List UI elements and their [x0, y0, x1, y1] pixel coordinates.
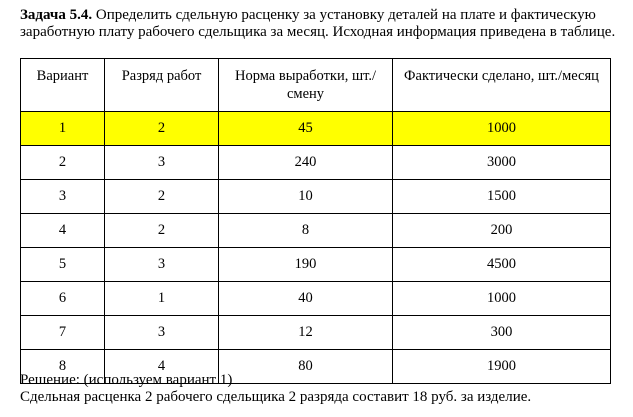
table-row — [21, 282, 611, 316]
solution-heading: Решение: (используем вариант 1) — [20, 372, 233, 388]
cell-grade: 2 — [105, 112, 219, 146]
table-row-highlighted — [21, 112, 611, 146]
cell-norm: 80 — [219, 350, 393, 384]
cell-grade: 3 — [105, 248, 219, 282]
solution-block — [20, 372, 620, 406]
cell-actual: 4500 — [393, 248, 611, 282]
table-header-row — [21, 59, 611, 112]
table-row — [21, 248, 611, 282]
task-text: Определить сдельную расценку за установку деталей на плате и фактическую заработную плату рабочего сдельщика за месяц. Исходная информация приведена в таблице. — [20, 7, 616, 40]
table-row — [21, 146, 611, 180]
cell-variant: 5 — [21, 248, 105, 282]
cell-variant: 2 — [21, 146, 105, 180]
header-output-norm: Норма выработки, шт./смену — [219, 59, 393, 112]
table-row — [21, 180, 611, 214]
cell-norm: 190 — [219, 248, 393, 282]
cell-grade: 4 — [105, 350, 219, 384]
cell-actual: 1500 — [393, 180, 611, 214]
cell-norm: 40 — [219, 282, 393, 316]
cell-norm: 8 — [219, 214, 393, 248]
cell-variant: 4 — [21, 214, 105, 248]
cell-variant: 1 — [21, 112, 105, 146]
table-row — [21, 316, 611, 350]
cell-actual: 1900 — [393, 350, 611, 384]
header-actual-done: Фактически сделано, шт./месяц — [393, 59, 611, 112]
solution-result: Сдельная расценка 2 рабочего сдельщика 2 разряда составит 18 руб. за изделие. — [20, 389, 532, 405]
cell-grade: 3 — [105, 316, 219, 350]
task-statement — [20, 7, 620, 41]
cell-grade: 2 — [105, 180, 219, 214]
cell-norm: 12 — [219, 316, 393, 350]
cell-norm: 10 — [219, 180, 393, 214]
header-variant: Вариант — [21, 59, 105, 112]
cell-norm: 240 — [219, 146, 393, 180]
cell-grade: 1 — [105, 282, 219, 316]
cell-actual: 3000 — [393, 146, 611, 180]
cell-norm: 45 — [219, 112, 393, 146]
cell-grade: 2 — [105, 214, 219, 248]
cell-variant: 7 — [21, 316, 105, 350]
source-data-table — [20, 58, 611, 384]
task-title: Задача 5.4. — [20, 7, 93, 23]
cell-variant: 3 — [21, 180, 105, 214]
cell-actual: 1000 — [393, 112, 611, 146]
cell-variant: 8 — [21, 350, 105, 384]
cell-actual: 1000 — [393, 282, 611, 316]
cell-actual: 300 — [393, 316, 611, 350]
cell-grade: 3 — [105, 146, 219, 180]
cell-variant: 6 — [21, 282, 105, 316]
cell-actual: 200 — [393, 214, 611, 248]
header-work-grade: Разряд работ — [105, 59, 219, 112]
table-row — [21, 214, 611, 248]
